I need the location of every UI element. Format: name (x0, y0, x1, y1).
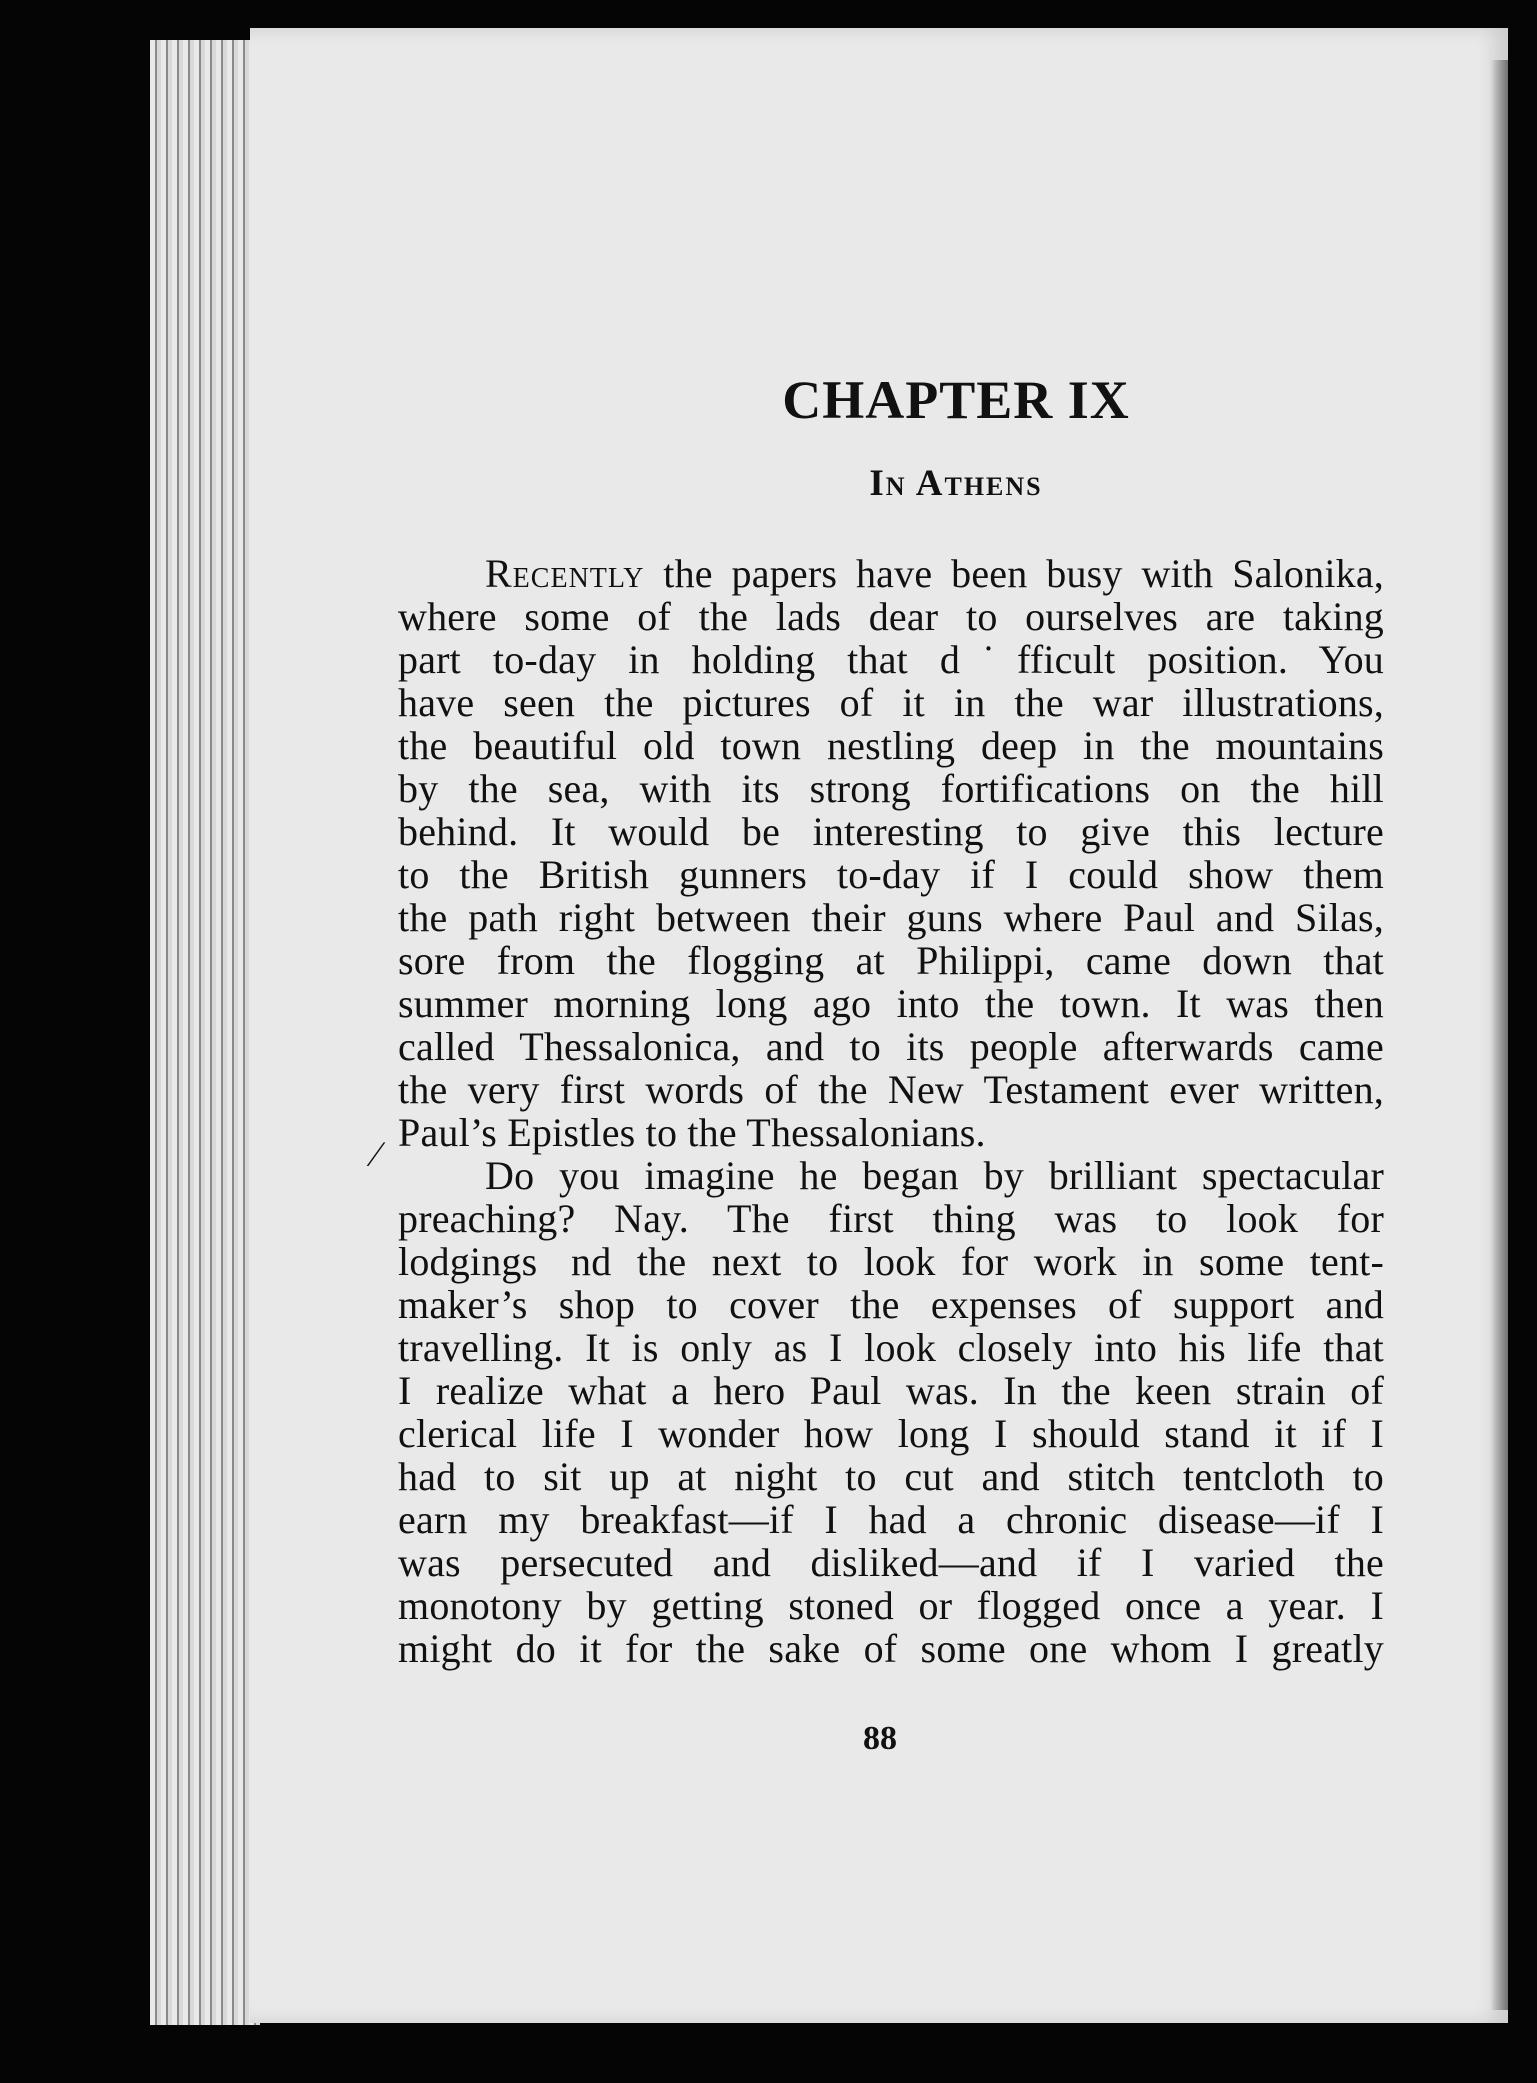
text-line: the very first words of the New Testament ever written, (398, 1067, 1384, 1112)
text-line: part to-day in holding that d˙fficult position. You (398, 637, 1384, 682)
text-line: Do you imagine he began by brilliant spectacular (485, 1153, 1384, 1198)
text-line (398, 552, 1384, 595)
chapter-subtitle: In Athens (869, 463, 1043, 504)
text-line: travelling. It is only as I look closely into his life that (398, 1325, 1384, 1370)
text-line: monotony by getting stoned or flogged once a year. I (398, 1583, 1384, 1628)
text-line: I realize what a hero Paul was. In the keen strain of (398, 1368, 1384, 1413)
text-line: to the British gunners to-day if I could show them (398, 852, 1384, 897)
text-line: where some of the lads dear to ourselves are taking (398, 594, 1384, 639)
text-line: the path right between their guns where Paul and Silas, (398, 895, 1384, 940)
chapter-title: CHAPTER IX (782, 370, 1130, 430)
text-line: behind. It would be interesting to give this lecture (398, 809, 1384, 854)
page-gutter-shadow (1490, 60, 1508, 2010)
text-line: have seen the pictures of it in the war illustrations, (398, 680, 1384, 725)
page-number: 88 (863, 1720, 897, 1757)
text-line: preaching? Nay. The first thing was to look for (398, 1196, 1384, 1241)
lead-word: Recently (485, 551, 645, 596)
paragraph-1 (398, 552, 1384, 1154)
text-line: was persecuted and disliked—and if I varied the (398, 1540, 1384, 1585)
text-line: sore from the flogging at Philippi, came down that (398, 938, 1384, 983)
text-line: lodgings nd the next to look for work in some tent- (398, 1239, 1384, 1284)
book-page-edges (150, 40, 260, 2025)
text-line: earn my breakfast—if I had a chronic disease—if I (398, 1497, 1384, 1542)
text-line: summer morning long ago into the town. It was then (398, 981, 1384, 1026)
pencil-mark-icon: ∕ (373, 1134, 380, 1174)
text-line: maker’s shop to cover the expenses of support and (398, 1282, 1384, 1327)
paragraph-2 (398, 1154, 1384, 1670)
text-line: Paul’s Epistles to the Thessalonians. (398, 1110, 986, 1155)
text-line: by the sea, with its strong fortifications on the hill (398, 766, 1384, 811)
text-line: the beautiful old town nestling deep in the mountains (398, 723, 1384, 768)
text-line: might do it for the sake of some one whom I greatly (398, 1626, 1384, 1671)
first-line-rest: the papers have been busy with Salonika, (644, 551, 1384, 596)
text-line: had to sit up at night to cut and stitch tentcloth to (398, 1454, 1384, 1499)
text-line: called Thessalonica, and to its people afterwards came (398, 1024, 1384, 1069)
text-line: clerical life I wonder how long I should stand it if I (398, 1411, 1384, 1456)
page-text-block (398, 368, 1384, 1670)
